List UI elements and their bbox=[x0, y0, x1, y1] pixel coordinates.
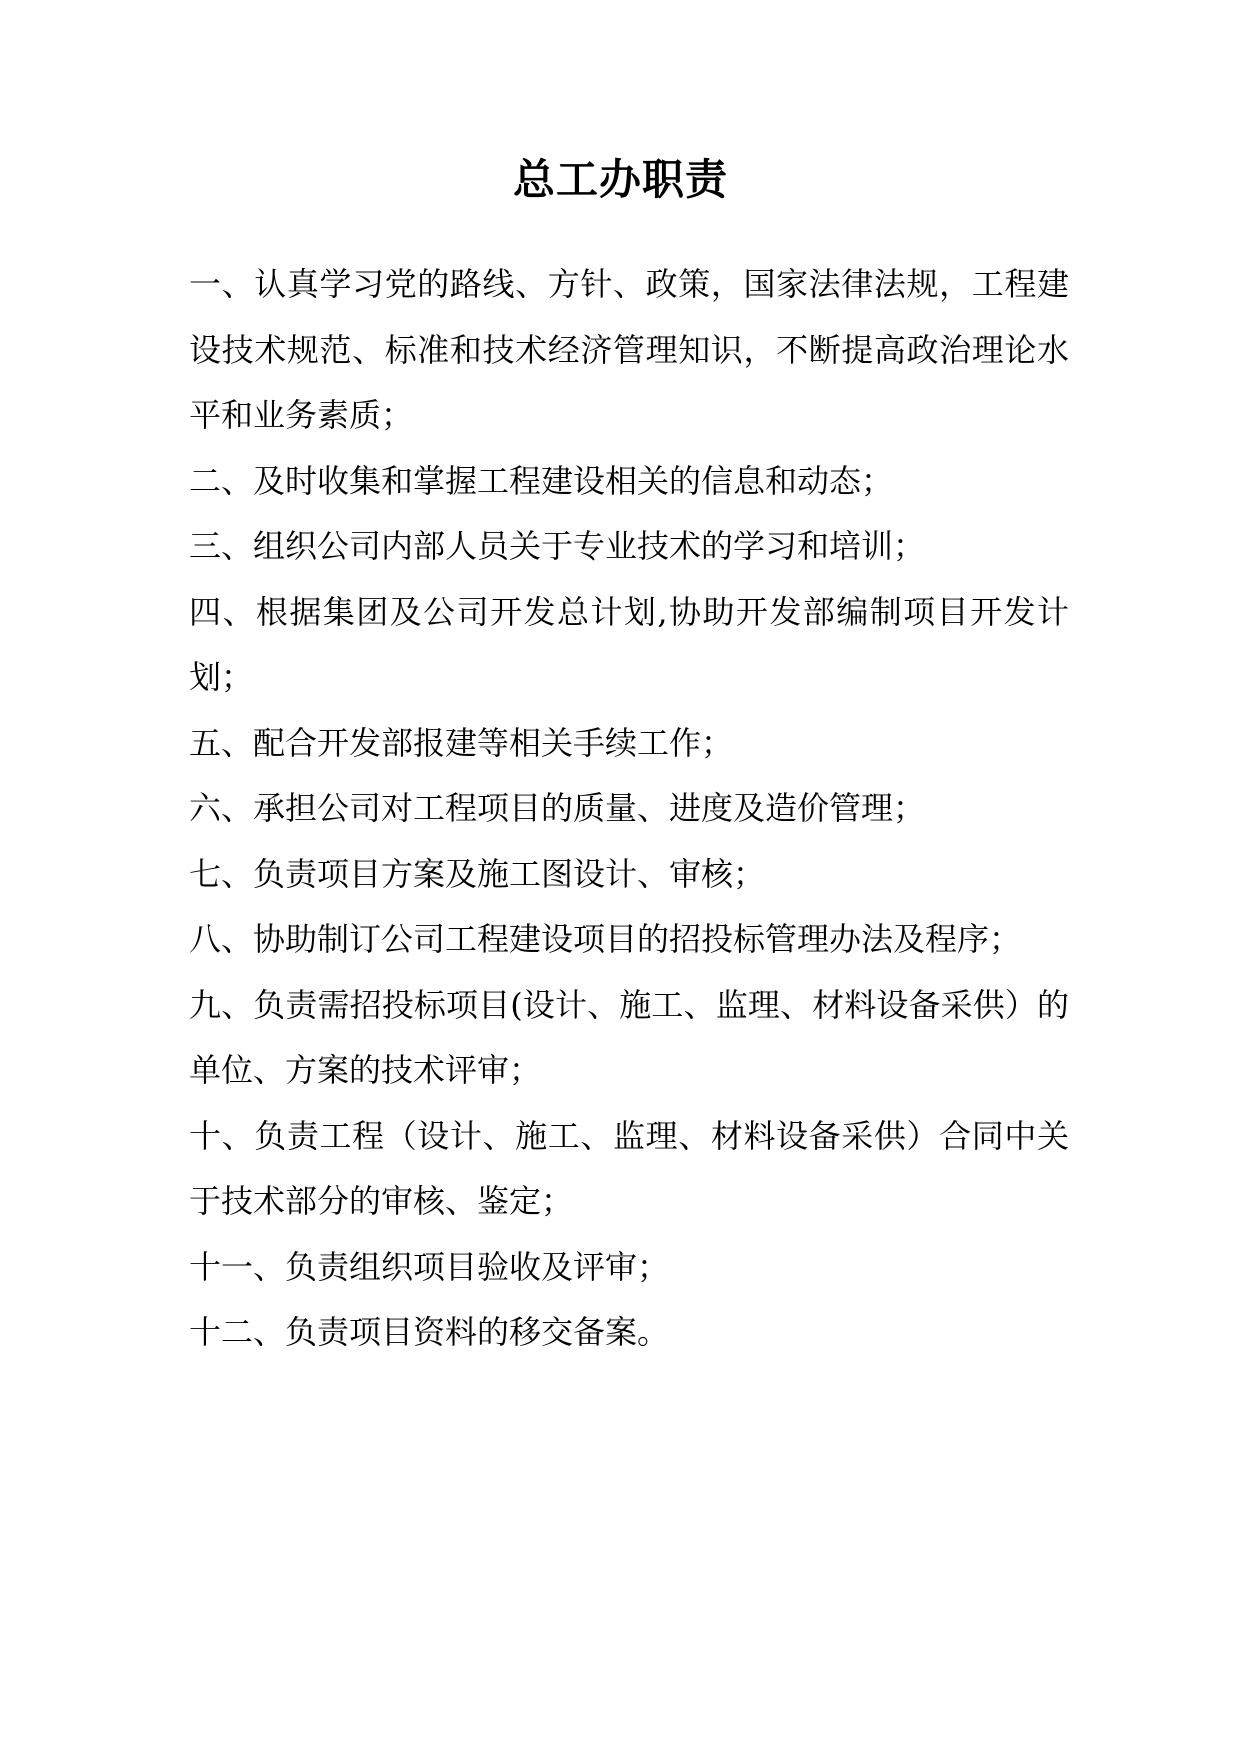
duty-item-7: 七、负责项目方案及施工图设计、审核； bbox=[189, 854, 766, 893]
duty-list bbox=[189, 252, 1069, 1366]
duty-item-6: 六、承担公司对工程项目的质量、进度及造价管理； bbox=[189, 789, 926, 827]
duty-item-11: 十一、负责组织项目验收及评审； bbox=[189, 1247, 670, 1286]
duty-item-9: 九、负责需招投标项目(设计、施工、监理、材料设备采供）的单位、方案的技术评审； bbox=[189, 985, 1069, 1089]
duty-item-8: 八、协助制订公司工程建设项目的招投标管理办法及程序； bbox=[189, 920, 1022, 958]
duty-item-10: 十、负责工程（设计、施工、监理、材料设备采供）合同中关于技术部分的审核、鉴定； bbox=[189, 1116, 1069, 1220]
duty-item-2: 二、及时收集和掌握工程建设相关的信息和动态； bbox=[189, 461, 894, 500]
duty-item-1: 一、认真学习党的路线、方针、政策，国家法律法规，工程建设技术规范、标准和技术经济管理知识，不断提高政治理论水平和业务素质； bbox=[189, 265, 1069, 434]
document-title: 总工办职责 bbox=[512, 155, 728, 204]
duty-item-4: 四、根据集团及公司开发总计划,协助开发部编制项目开发计划； bbox=[189, 592, 1069, 696]
duty-item-12: 十二、负责项目资料的移交备案。 bbox=[189, 1313, 670, 1351]
duty-item-3: 三、组织公司内部人员关于专业技术的学习和培训； bbox=[189, 527, 926, 565]
duty-item-5: 五、配合开发部报建等相关手续工作； bbox=[189, 723, 734, 762]
